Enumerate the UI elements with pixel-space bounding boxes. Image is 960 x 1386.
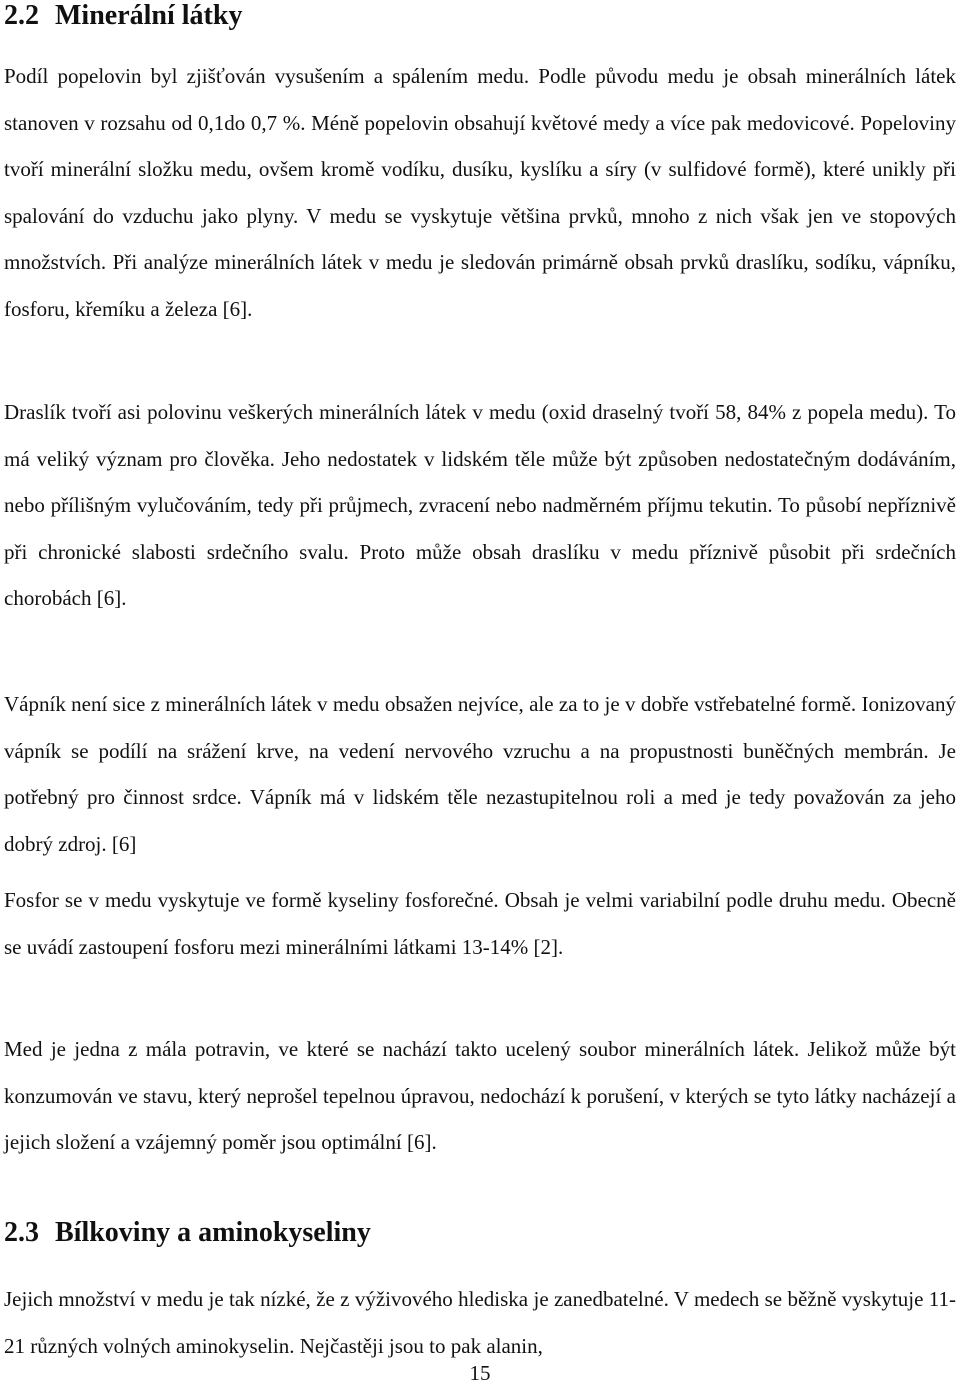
section-number: 2.3 xyxy=(4,1217,39,1248)
section-title: Bílkoviny a aminokyseliny xyxy=(55,1217,371,1248)
paragraph: Vápník není sice z minerálních látek v medu obsažen nejvíce, ale za to je v dobře vstřebatelné formě. Ionizovaný vápník se podílí na srážení krve, na vedení nervového vzruchu a na propustnosti buněčných membrán. Je potřebný pro činnost srdce. Vápník má v lidském těle nezastupitelnou roli a med je tedy považován za jeho dobrý zdroj. [6] xyxy=(4,692,956,856)
section-number: 2.2 xyxy=(4,0,39,31)
paragraph: Med je jedna z mála potravin, ve které se nachází takto ucelený soubor minerálních látek. Jelikož může být konzumován ve stavu, který neprošel tepelnou úpravou, nedochází k porušení, v kterých se tyto látky nacházejí a jejich složení a vzájemný poměr jsou optimální [6]. xyxy=(4,1037,956,1154)
page-number: 15 xyxy=(469,1361,491,1385)
section-heading-proteins xyxy=(4,1217,371,1249)
section-heading-minerals xyxy=(4,0,242,32)
paragraph: Podíl popelovin byl zjišťován vysušením a spálením medu. Podle původu medu je obsah minerálních látek stanoven v rozsahu od 0,1do 0,7 %. Méně popelovin obsahují květové medy a více pak medovicové. Popeloviny tvoří minerální složku medu, ovšem kromě vodíku, dusíku, kyslíku a síry (v sulfidové formě), které unikly při spalování do vzduchu jako plyny. V medu se vyskytuje většina prvků, mnoho z nich však jen ve stopových množstvích. Při analýze minerálních látek v medu je sledován primárně obsah prvků draslíku, sodíku, vápníku, fosforu, křemíku a železa [6]. xyxy=(4,64,956,321)
paragraph: Fosfor se v medu vyskytuje ve formě kyseliny fosforečné. Obsah je velmi variabilní podle druhu medu. Obecně se uvádí zastoupení fosforu mezi minerálními látkami 13-14% [2]. xyxy=(4,888,956,959)
paragraph: Draslík tvoří asi polovinu veškerých minerálních látek v medu (oxid draselný tvoří 58, 84% z popela medu). To má veliký význam pro člověka. Jeho nedostatek v lidském těle může být způsoben nedostatečným dodáváním, nebo přílišným vylučováním, tedy při průjmech, zvracení nebo nadměrném příjmu tekutin. To působí nepříznivě při chronické slabosti srdečního svalu. Proto může obsah draslíku v medu příznivě působit při srdečních chorobách [6]. xyxy=(4,400,956,610)
paragraph: Jejich množství v medu je tak nízké, že z výživového hlediska je zanedbatelné. V medech se běžně vyskytuje 11-21 různých volných aminokyselin. Nejčastěji jsou to pak alanin, xyxy=(4,1287,956,1358)
section-title: Minerální látky xyxy=(55,0,243,31)
